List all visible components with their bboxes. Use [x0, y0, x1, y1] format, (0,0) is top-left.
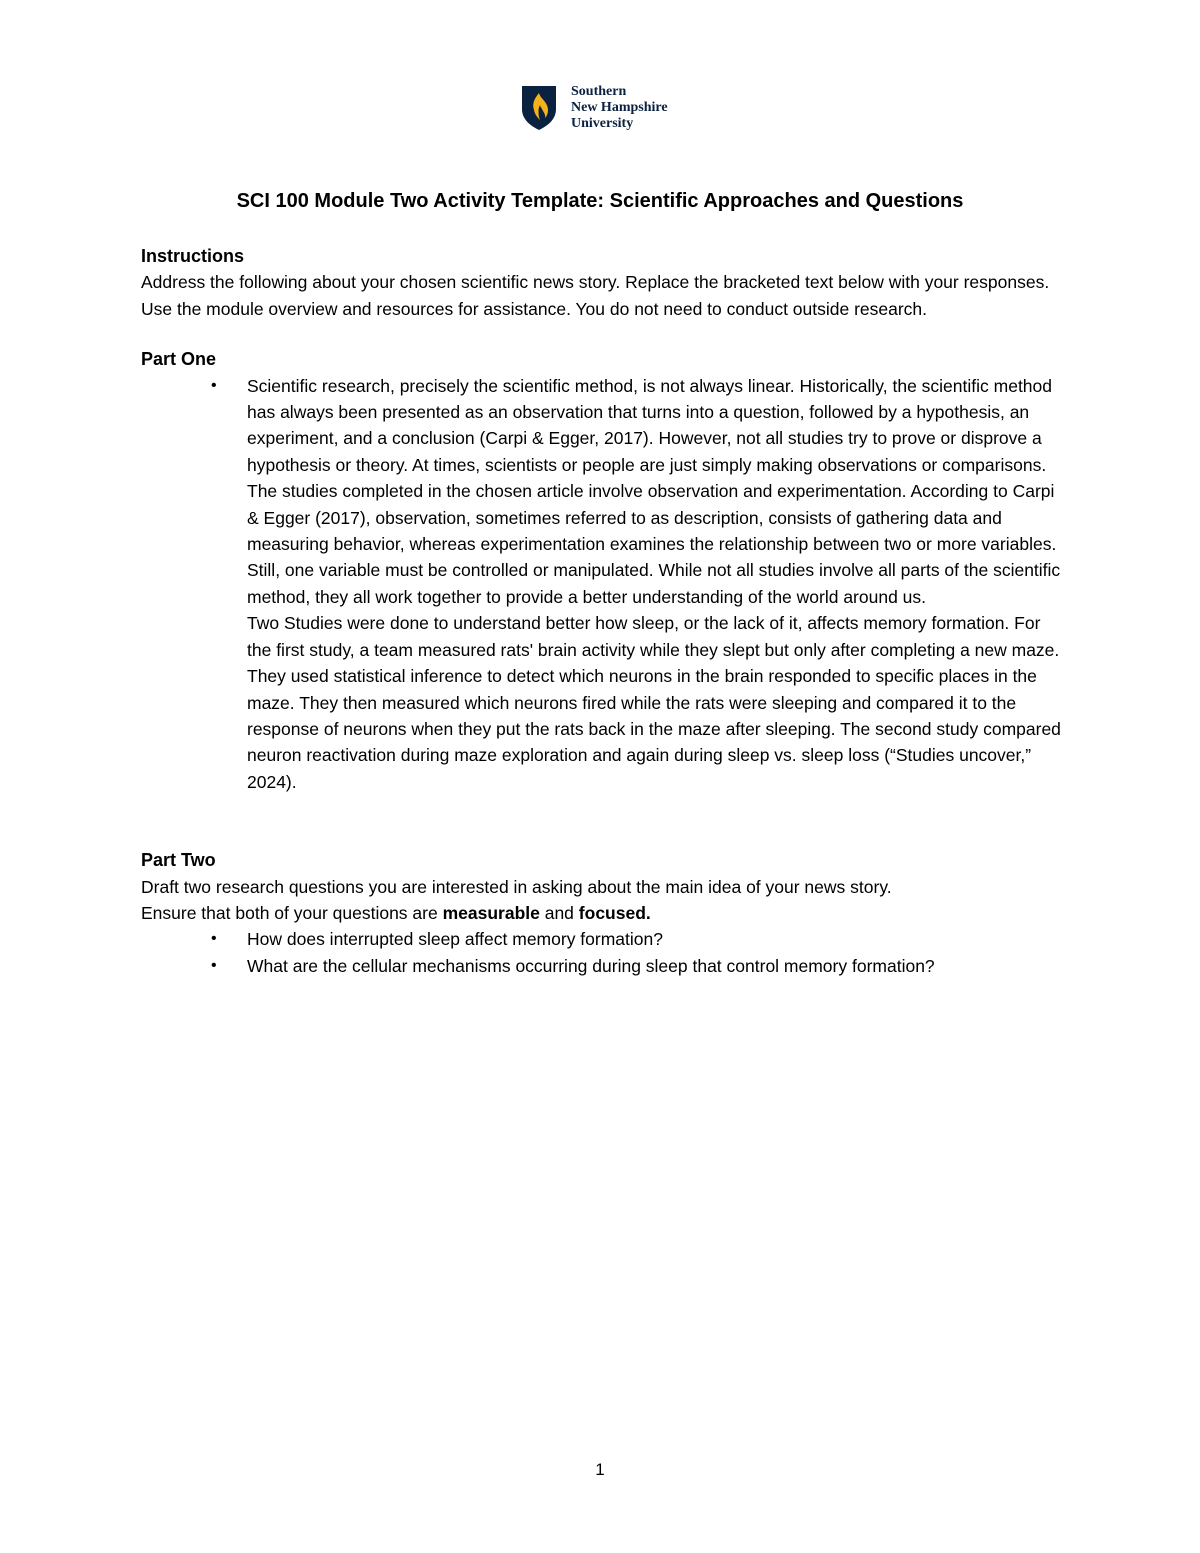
- instructions-text: Address the following about your chosen scientific news story. Replace the bracketed text below with your responses. Use the module overview and resources for assistance. You do not need to conduct outside research.: [141, 272, 1050, 319]
- list-item: [141, 926, 1061, 952]
- research-questions-list: [141, 926, 1061, 979]
- research-question-2: What are the cellular mechanisms occurring during sleep that control memory formation?: [247, 955, 935, 976]
- bullet-icon: •: [211, 376, 217, 394]
- logo-line-2: New Hampshire: [571, 100, 668, 115]
- part-one-heading: Part One: [141, 349, 217, 370]
- bullet-icon: •: [211, 956, 217, 974]
- intro-text-end: .: [645, 902, 651, 923]
- flame-shield-icon: [521, 85, 557, 131]
- page-number: 1: [595, 1460, 605, 1479]
- bold-focused: focused: [578, 902, 646, 923]
- list-item: [141, 953, 1061, 979]
- logo-line-3: University: [571, 116, 634, 131]
- part-one-list: [141, 373, 1061, 796]
- part-one-paragraph-1: Scientific research, precisely the scientific method, is not always linear. Historically, the scientific method has always been presented as an observation that turns into a question, followed by a hypothesis, an experiment, and a conclusion (Carpi & Egger, 2017). However, not all studies try to prove or disprove a hypothesis or theory. At times, scientists or people are just simply making observations or comparisons. The studies completed in the chosen article involve observation and experimentation. According to Carpi & Egger (2017), observation, sometimes referred to as description, consists of gathering data and measuring behavior, whereas experimentation examines the relationship between two or more variables. Still, one variable must be controlled or manipulated. While not all studies involve all parts of the scientific method, they all work together to provide a better understanding of the world around us.: [247, 375, 1061, 607]
- bold-measurable: measurable: [442, 902, 540, 923]
- part-two-intro-line-1: Draft two research questions you are interested in asking about the main idea of your news story.: [141, 876, 892, 897]
- university-logo: [521, 84, 668, 132]
- part-two-intro-line-2: [141, 900, 1061, 926]
- part-two-heading: Part Two: [141, 850, 216, 871]
- intro-text-start: Ensure that both of your questions are: [141, 902, 443, 923]
- research-question-1: How does interrupted sleep affect memory formation?: [247, 929, 663, 950]
- part-one-paragraph-2: Two Studies were done to understand better how sleep, or the lack of it, affects memory formation. For the first study, a team measured rats' brain activity while they slept but only after completing a new maze. They used statistical inference to detect which neurons in the brain responded to specific places in the maze. They then measured which neurons fired while the rats were sleeping and compared it to the response of neurons when they put the rats back in the maze after sleeping. The second study compared neuron reactivation during maze exploration and again during sleep vs. sleep loss (“Studies uncover,” 2024).: [247, 613, 1061, 792]
- document-title: SCI 100 Module Two Activity Template: Scientific Approaches and Questions: [236, 190, 964, 212]
- list-item: [141, 373, 1061, 796]
- document-body: [141, 243, 1061, 979]
- logo-wordmark: [571, 84, 668, 132]
- logo-line-1: Southern: [571, 84, 627, 99]
- bullet-icon: •: [211, 930, 217, 948]
- instructions-heading: Instructions: [141, 246, 245, 266]
- intro-text-middle: and: [539, 902, 579, 923]
